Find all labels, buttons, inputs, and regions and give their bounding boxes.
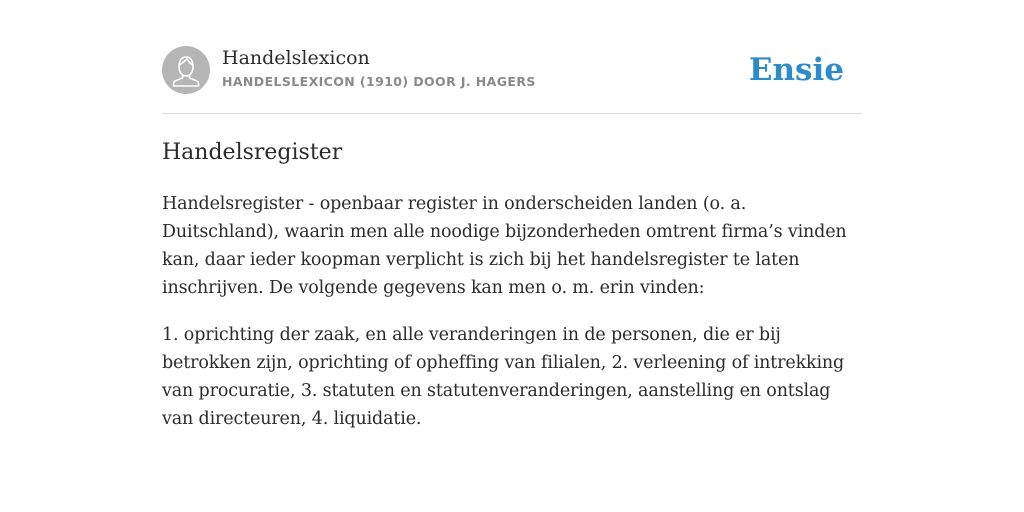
user-silhouette-icon xyxy=(162,46,210,94)
entry-paragraph: Handelsregister - openbaar register in onderscheiden landen (o. a. Duitschland), waarin men alle noodige bijzonderheden omtrent firma’s vinden kan, daar ieder koopman verplicht is zich bij het handelsregister te laten inschrijven. De volgende gegevens kan men o. m. erin vinden: xyxy=(162,194,847,298)
entry-body xyxy=(162,190,862,452)
source-subtitle[interactable]: HANDELSLEXICON (1910) DOOR J. HAGERS xyxy=(222,74,536,89)
avatar[interactable] xyxy=(162,46,210,94)
header-divider xyxy=(162,113,862,114)
entry-title: Handelsregister xyxy=(162,140,343,165)
entry-paragraph: 1. oprichting der zaak, en alle veranderingen in de personen, die er bij betrokken zijn, oprichting of opheffing van filialen, 2. verleening of intrekking van procuratie, 3. statuten en statutenveranderingen, aanstelling en ontslag van directeuren, 4. liquidatie. xyxy=(162,325,845,429)
source-title[interactable]: Handelslexicon xyxy=(222,47,370,69)
source-header xyxy=(162,46,862,96)
brand-logo[interactable]: Ensie xyxy=(748,52,844,88)
